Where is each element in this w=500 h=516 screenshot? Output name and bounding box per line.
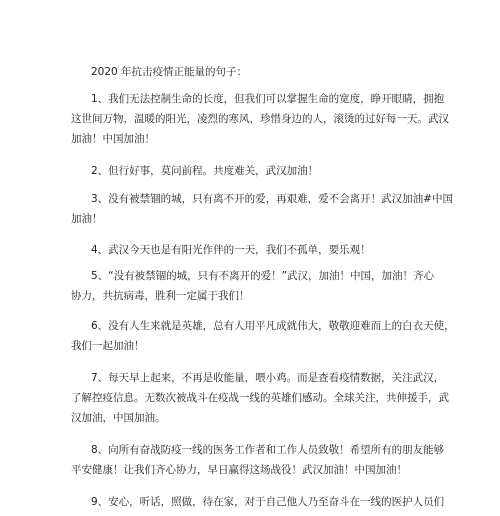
paragraph-line: 我们一起加油！	[71, 340, 145, 352]
paragraph-line: 8、向所有奋战防疫一线的医务工作者和工作人员致敬！希望所有的朋友能够	[91, 444, 445, 456]
paragraph-line: 加油！	[71, 213, 103, 225]
paragraph-line: 平安健康！让我们齐心协力，早日赢得这场战役！武汉加油！中国加油！	[71, 464, 407, 476]
paragraph-line: 汉加油，中国加油。	[71, 412, 166, 424]
paragraph-3	[71, 189, 453, 229]
paragraph-line: 1、我们无法控制生命的长度，但我们可以掌握生命的宽度，睁开眼睛，拥抱	[91, 93, 445, 105]
paragraph-2	[71, 161, 431, 181]
document-title: 2020 年抗击疫情正能量的句子：	[91, 66, 248, 78]
paragraph-4	[71, 240, 431, 260]
paragraph-9	[71, 492, 445, 512]
paragraph-5	[71, 266, 435, 306]
paragraph-line: 5、“没有被禁锢的城，只有不离开的爱！”武汉，加油！中国，加油！齐心	[91, 270, 435, 282]
paragraph-line: 4、武汉今天也是有阳光作伴的一天，我们不孤单，要乐观！	[91, 244, 371, 256]
paragraph-line: 3、没有被禁锢的城，只有离不开的爱，再艰难，爱不会离开！武汉加油#中国	[91, 193, 453, 205]
paragraph-7	[71, 368, 449, 428]
paragraph-line: 2、但行好事，莫问前程。共度难关，武汉加油！	[91, 165, 319, 177]
paragraph-8	[71, 440, 445, 480]
paragraph-line: 加油！中国加油！	[71, 133, 155, 145]
paragraph-1	[71, 89, 449, 149]
paragraph-6	[71, 316, 455, 356]
paragraph-line: 9、安心，听话，照做，待在家，对于自己他人乃至奋斗在一线的医护人员们	[91, 496, 445, 508]
paragraph-line: 协力，共抗病毒，胜利一定属于我们！	[71, 290, 250, 302]
paragraph-line: 6、没有人生来就是英雄，总有人用平凡成就伟大，敬敬迎难而上的白衣天使，	[91, 320, 455, 332]
paragraph-line: 7、每天早上起来，不再是收能量，喂小鸡。而是查看疫情数据，关注武汉，	[91, 372, 445, 384]
paragraph-line: 这世间万物，温暖的阳光，凌烈的寒风，珍惜身边的人，滚烫的过好每一天。武汉	[71, 113, 449, 125]
paragraph-line: 了解控疫信息。无数次被战斗在疫战一线的英雄们感动。全球关注，共伸援手，武	[71, 392, 449, 404]
